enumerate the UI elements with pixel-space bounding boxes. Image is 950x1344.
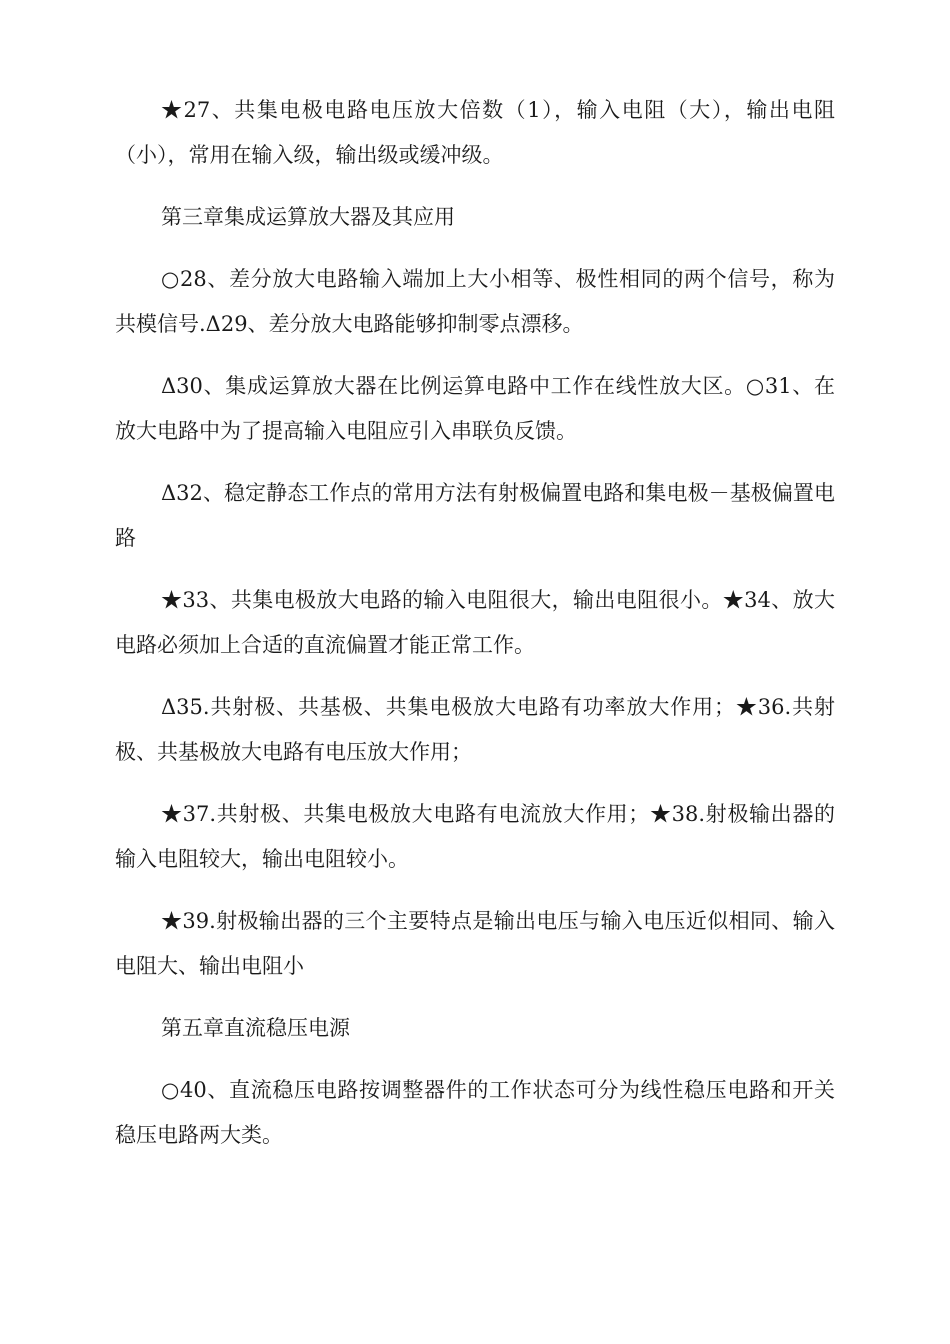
paragraph-33-34: ★33、共集电极放大电路的输入电阻很大，输出电阻很小。★34、放大电路必须加上合适的直流偏置才能正常工作。: [115, 588, 835, 657]
chapter-5-heading: 第五章直流稳压电源: [161, 1016, 350, 1040]
paragraph-30-31: Δ30、集成运算放大器在比例运算电路中工作在线性放大区。○31、在放大电路中为了提高输入电阻应引入串联负反馈。: [115, 374, 835, 443]
document-body: [115, 88, 835, 1175]
paragraph-27: ★27、共集电极电路电压放大倍数（1），输入电阻（大），输出电阻（小），常用在输入级，输出级或缓冲级。: [115, 98, 835, 167]
paragraph-28-29: ○28、差分放大电路输入端加上大小相等、极性相同的两个信号，称为共模信号.Δ29、差分放大电路能够抑制零点漂移。: [115, 267, 835, 336]
paragraph-40: ○40、直流稳压电路按调整器件的工作状态可分为线性稳压电路和开关稳压电路两大类。: [115, 1078, 835, 1147]
paragraph-32: Δ32、稳定静态工作点的常用方法有射极偏置电路和集电极－基极偏置电路: [115, 481, 835, 550]
paragraph-37-38: ★37.共射极、共集电极放大电路有电流放大作用；★38.射极输出器的输入电阻较大，输出电阻较小。: [115, 802, 835, 871]
paragraph-39: ★39.射极输出器的三个主要特点是输出电压与输入电压近似相同、输入电阻大、输出电阻小: [115, 909, 835, 978]
paragraph-35-36: Δ35.共射极、共基极、共集电极放大电路有功率放大作用；★36.共射极、共基极放大电路有电压放大作用；: [115, 695, 835, 764]
chapter-3-heading: 第三章集成运算放大器及其应用: [161, 205, 455, 229]
